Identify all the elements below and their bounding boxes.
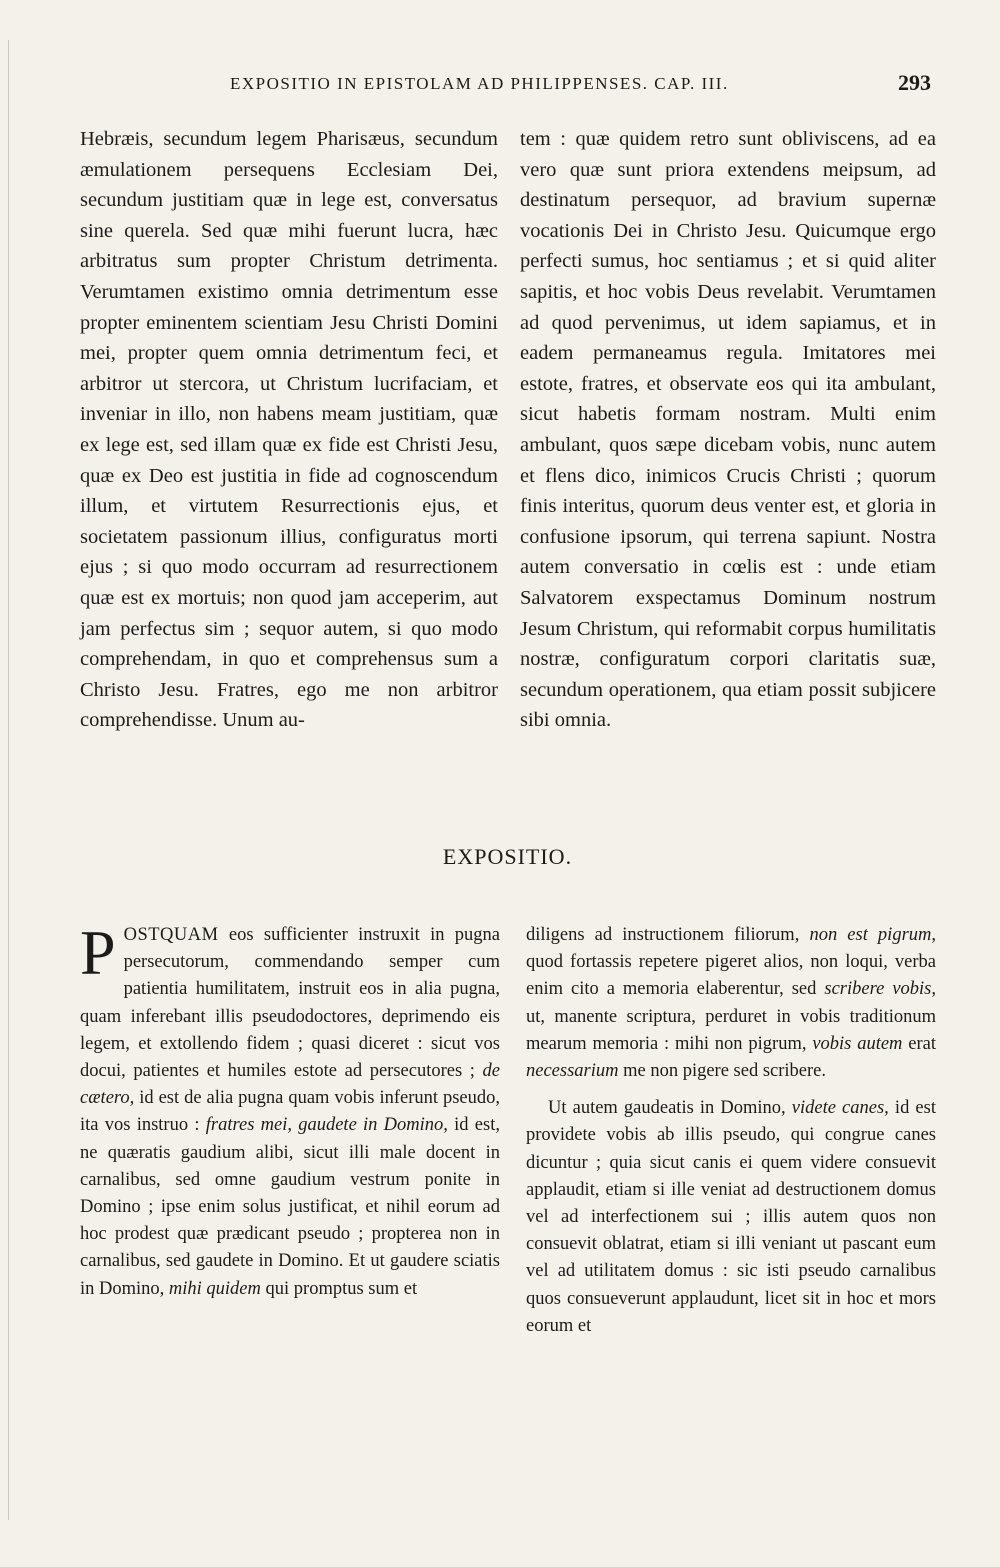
exposition-column-right	[526, 922, 936, 1340]
exposition-column-left	[80, 917, 500, 1303]
exposition-paragraph-1	[80, 917, 500, 1303]
italic-run: mihi quidem	[168, 1278, 261, 1299]
italic-run: non est pigrum,	[809, 925, 937, 945]
exposition-paragraph-1-continued	[526, 922, 936, 1085]
text-run: diligens ad instructionem filiorum,	[526, 925, 810, 945]
text-run: ut, manente scriptura, perduret in vobis traditionum mearum memoria : mihi non pigrum,	[526, 1006, 936, 1054]
italic-run: videte canes,	[791, 1098, 889, 1119]
text-run: id est de alia pugna quam vobis inferunt pseudo, ita vos instruo :	[80, 1088, 500, 1136]
scripture-text-left: Hebræis, secundum legem Pharisæus, secundum æmulationem persequens Ecclesiam Dei, secundum justitiam quæ in lege est, conversatus sine querela. Sed quæ mihi fuerunt lucra, hæc arbitratus sum propter Christum detrimenta. Verumtamen existimo omnia detrimentum esse propter eminentem scientiam Jesu Christi Domini mei, propter quem omnia detrimentum feci, et arbitror ut stercora, ut Christum lucrifaciam, et inveniar in illo, non habens meam justitiam, quæ ex lege est, sed illam quæ ex fide est Christi Jesu, quæ ex Deo est justitia in fide ad cognoscendum illum, et virtutem Resurrectionis ejus, et societatem passionum illius, configuratus morti ejus ; si quo modo occurram ad resurrectionem quæ est ex mortuis; non quod jam acceperim, aut jam perfectus sim ; sequor autem, si quo modo comprehendam, in quo et comprehensus sum a Christo Jesu. Fratres, ego me non arbitror comprehendisse. Unum au-	[80, 128, 498, 732]
italic-run: necessarium	[526, 1061, 619, 1082]
page-edge	[8, 40, 9, 1520]
italic-run: vobis autem	[812, 1033, 903, 1054]
page-number: 293	[898, 70, 931, 95]
text-run: id est providete vobis ab illis pseudo, qui congrue canes dicuntur ; quia sicut canis ei quem videre consuevit applaudit, etiam si ille veniat ad destructionem domus vel ad interfectionem sui ; illis autem quos non consuevit oblatrat, etiam si illi veniant ut pascant eum vel ad utilitatem domus : sic isti pseudo carnalibus quos consueverunt applaudunt, licet sit in hoc et mors eorum et	[526, 1098, 936, 1336]
text-run: eos sufficienter instruxit in pugna persecutorum, commendando semper cum patientia humilitatem, instruit eos in alia pugna, quam inferebant illis pseudodoctores, deprimendo eis legem, et extollendo fidem ; quasi diceret : sicut vos docui, patientes et humiles estote ad persecutores ;	[80, 925, 500, 1082]
italic-run: de cætero,	[80, 1061, 500, 1109]
scripture-column-left	[80, 124, 498, 736]
text-run: id est, ne quæratis gaudium alibi, sicut illi male docent in carnalibus, sed omne gaudium vestrum ponite in Domino ; ipse enim solus justificat, et nihil eorum ad hoc prodest quæ prædicant pseudo ; propterea non in carnalibus, sed gaudete in Domino. Et ut gaudere sciatis in Domino,	[80, 1115, 500, 1299]
text-run: erat	[902, 1033, 936, 1054]
section-title: EXPOSITIO.	[442, 844, 573, 869]
lead-word: OSTQUAM	[123, 925, 219, 945]
text-run: quod fortassis repetere pigeret alios, non loqui, verba enim cito a memoria elaberentur, sed	[526, 952, 936, 1000]
text-run: Ut autem gaudeatis in Domino,	[548, 1098, 792, 1119]
italic-run: fratres mei, gaudete in Domino,	[205, 1115, 448, 1136]
text-run: qui promptus sum et	[260, 1278, 418, 1299]
running-head: EXPOSITIO IN EPISTOLAM AD PHILIPPENSES. CAP. III.	[230, 74, 729, 93]
exposition-paragraph-2	[526, 1095, 936, 1340]
italic-run: scribere vobis,	[824, 979, 936, 1000]
page-header	[80, 70, 935, 100]
scripture-column-right	[520, 124, 936, 736]
text-run: me non pigere sed scribere.	[618, 1061, 827, 1082]
drop-cap: P	[80, 917, 116, 988]
scripture-text-right: tem : quæ quidem retro sunt obliviscens, ad ea vero quæ sunt priora extendens meipsum, ad destinatum persequor, ad bravium supernæ vocationis Dei in Christo Jesu. Quicumque ergo perfecti sumus, hoc sentiamus ; et si quid aliter sapitis, et hoc vobis Deus revelabit. Verumtamen ad quod pervenimus, ut idem sapiamus, et in eadem permaneamus regula. Imitatores mei estote, fratres, et observate eos qui ita ambulant, sicut habetis formam nostram. Multi enim ambulant, quos sæpe dicebam vobis, nunc autem et flens dico, inimicos Crucis Christi ; quorum finis interitus, quorum deus venter est, et gloria in confusione ipsorum, qui terrena sapiunt. Nostra autem conversatio in cœlis est : unde etiam Salvatorem exspectamus Dominum nostrum Jesum Christum, qui reformabit corpus humilitatis nostræ, configuratum corpori claritatis suæ, secundum operationem, qua etiam possit subjicere sibi omnia.	[520, 128, 936, 732]
